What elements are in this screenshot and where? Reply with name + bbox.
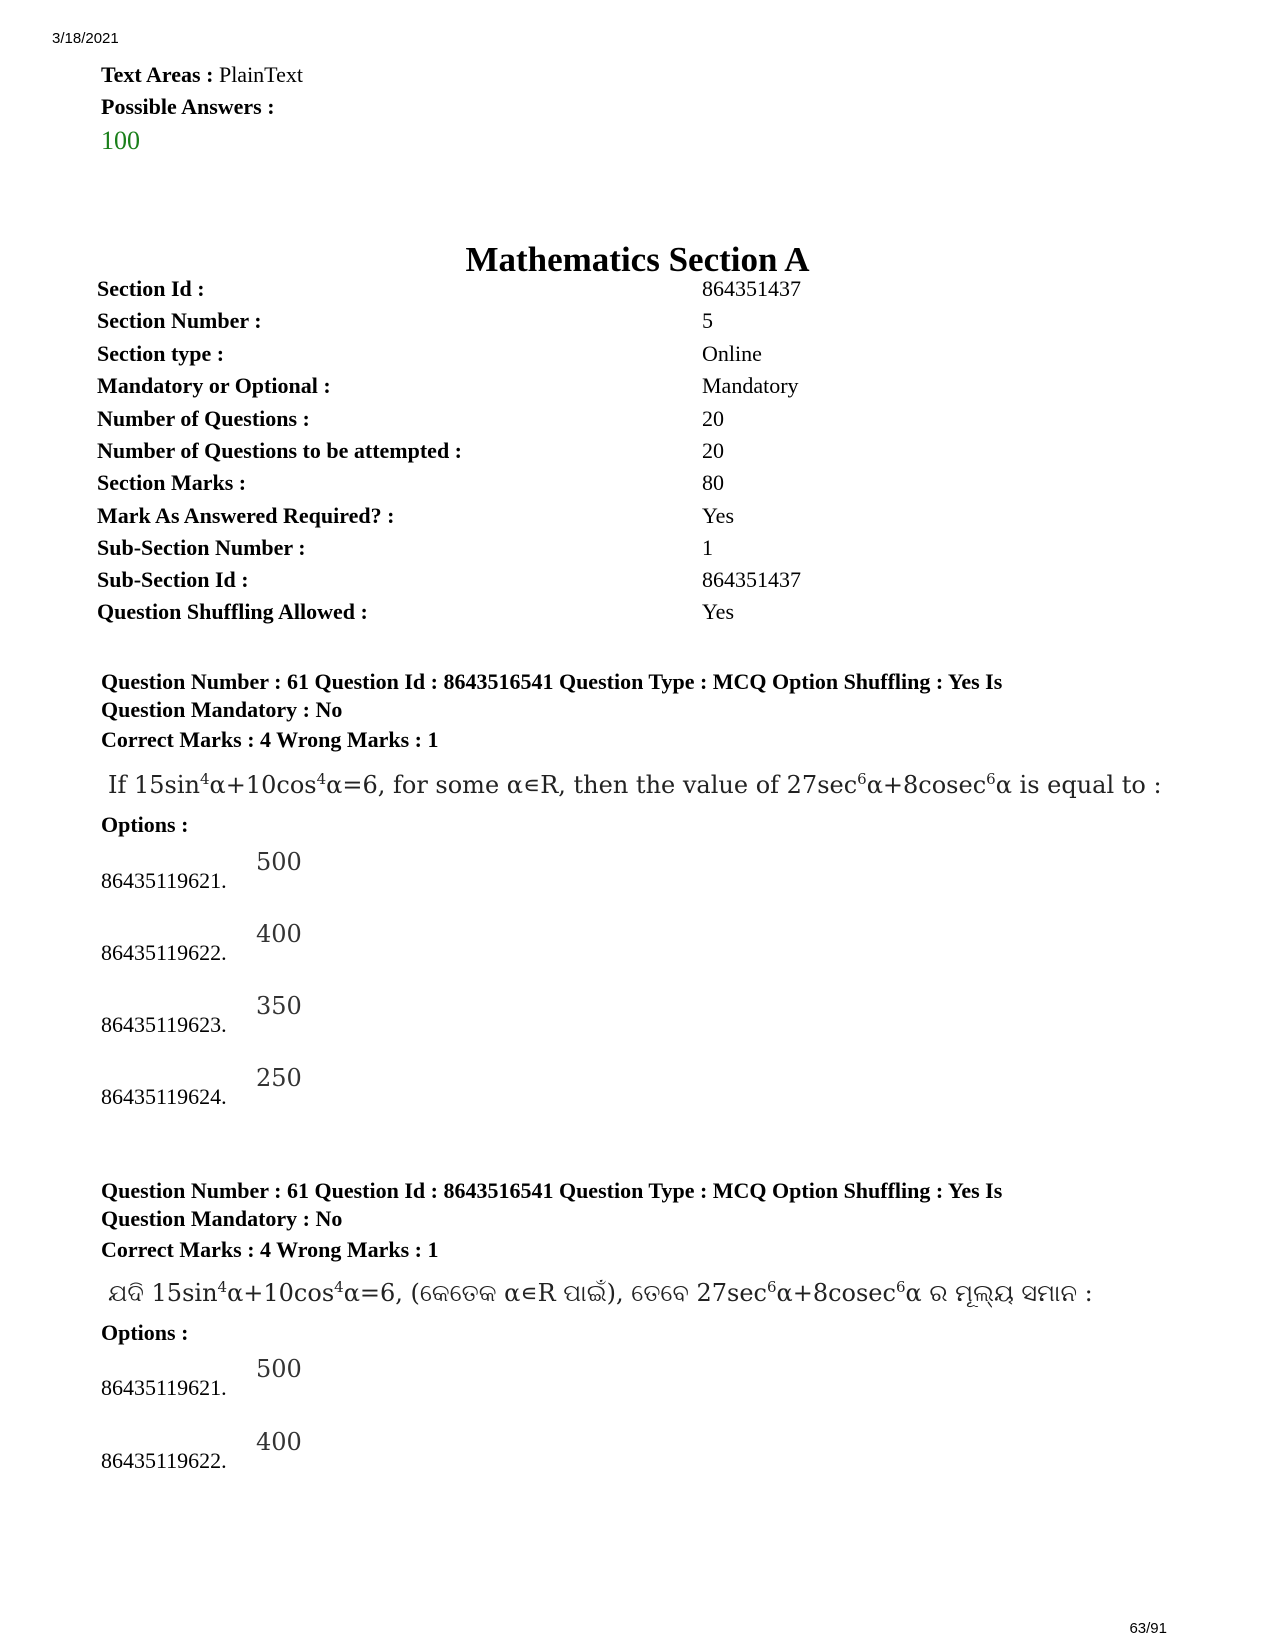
question-marks: Correct Marks : 4 Wrong Marks : 1 — [101, 727, 439, 752]
option-item — [101, 1355, 501, 1405]
question-header — [101, 668, 1181, 724]
option-id: 86435119624. — [101, 1084, 227, 1109]
section-row-label: Section Id : — [97, 276, 205, 301]
section-row-value: 20 — [702, 406, 724, 431]
section-row-value: 80 — [702, 470, 724, 495]
question-header — [101, 1177, 1181, 1233]
section-row-value: 20 — [702, 438, 724, 463]
possible-answers-label: Possible Answers : — [101, 94, 275, 119]
section-row-value: Mandatory — [702, 373, 799, 398]
stem-text: α+10cos — [227, 1279, 335, 1307]
section-row-value: Yes — [702, 599, 735, 624]
stem-text: α+8cosec — [866, 771, 987, 799]
options-label: Options : — [101, 1320, 189, 1345]
option-value: 500 — [256, 1355, 302, 1383]
option-value: 250 — [256, 1064, 302, 1092]
option-item — [101, 848, 501, 898]
question-header-line: Question Number : 61 Question Id : 8643516541 Question Type : MCQ Option Shuffling : Yes Is — [101, 1178, 1003, 1203]
section-title: Mathematics Section A — [465, 240, 810, 279]
option-item — [101, 992, 501, 1042]
section-row — [97, 567, 1197, 601]
section-row-value: 5 — [702, 308, 713, 333]
section-row — [97, 438, 1197, 472]
question-header-line: Question Number : 61 Question Id : 8643516541 Question Type : MCQ Option Shuffling : Yes Is — [101, 669, 1003, 694]
stem-text: α=6, (କେତେକ α∊R ପାଇଁ), ତେବେ 27sec — [343, 1279, 767, 1307]
print-date: 3/18/2021 — [52, 30, 119, 47]
stem-text: If 15sin — [108, 771, 200, 799]
text-areas-value: PlainText — [218, 62, 303, 87]
question-header-line: Question Mandatory : No — [101, 697, 343, 722]
option-value: 400 — [256, 1428, 302, 1456]
section-row-label: Mandatory or Optional : — [97, 373, 331, 398]
option-item — [101, 920, 501, 970]
stem-text: α+8cosec — [776, 1279, 896, 1307]
question-marks: Correct Marks : 4 Wrong Marks : 1 — [101, 1237, 439, 1262]
section-row — [97, 503, 1197, 537]
text-areas-label: Text Areas : — [101, 62, 214, 87]
option-value: 350 — [256, 992, 302, 1020]
stem-text: ଯଦି 15sin — [108, 1279, 218, 1307]
question-header-line: Question Mandatory : No — [101, 1206, 343, 1231]
section-row — [97, 341, 1197, 375]
stem-text: α=6, for some α∊R, then the value of 27sec — [326, 771, 858, 799]
stem-exponent: 4 — [316, 770, 327, 788]
stem-exponent: 6 — [986, 770, 996, 788]
stem-exponent: 6 — [857, 770, 867, 788]
stem-exponent: 4 — [217, 1278, 228, 1296]
section-row-label: Sub-Section Id : — [97, 567, 249, 592]
text-areas-line — [101, 62, 303, 88]
stem-exponent: 4 — [334, 1278, 344, 1296]
option-id: 86435119621. — [101, 868, 227, 893]
section-row-label: Number of Questions to be attempted : — [97, 438, 463, 463]
stem-text: α is equal to : — [995, 771, 1162, 799]
section-row — [97, 276, 1197, 310]
section-row — [97, 470, 1197, 504]
section-row-label: Number of Questions : — [97, 406, 310, 431]
option-id: 86435119622. — [101, 1448, 227, 1473]
option-item — [101, 1064, 501, 1114]
option-value: 500 — [256, 848, 302, 876]
section-row-value: Yes — [702, 503, 735, 528]
option-value: 400 — [256, 920, 302, 948]
section-row-label: Question Shuffling Allowed : — [97, 599, 368, 624]
stem-exponent: 4 — [199, 770, 210, 788]
option-item — [101, 1428, 501, 1478]
option-id: 86435119622. — [101, 940, 227, 965]
section-row-label: Section Marks : — [97, 470, 247, 495]
section-row — [97, 373, 1197, 407]
option-id: 86435119621. — [101, 1375, 227, 1400]
stem-text: α+10cos — [209, 771, 317, 799]
section-row — [97, 308, 1197, 342]
section-row — [97, 599, 1197, 633]
stem-text: α ର ମୂଲ୍ୟ ସମାନ : — [905, 1279, 1093, 1307]
section-row-label: Sub-Section Number : — [97, 535, 306, 560]
section-row-value: 864351437 — [702, 276, 801, 301]
page-number: 63/91 — [1129, 1620, 1167, 1637]
question-stem — [108, 770, 1188, 799]
stem-exponent: 6 — [766, 1278, 777, 1296]
section-row-value: 1 — [702, 535, 713, 560]
section-row — [97, 406, 1197, 440]
section-row-label: Section Number : — [97, 308, 262, 333]
stem-exponent: 6 — [895, 1278, 906, 1296]
section-row-value: 864351437 — [702, 567, 801, 592]
section-row-label: Mark As Answered Required? : — [97, 503, 395, 528]
options-label: Options : — [101, 812, 189, 837]
option-id: 86435119623. — [101, 1012, 227, 1037]
question-stem — [108, 1278, 1188, 1307]
possible-answer-value: 100 — [101, 126, 140, 155]
section-row — [97, 535, 1197, 569]
section-row-label: Section type : — [97, 341, 225, 366]
section-row-value: Online — [702, 341, 762, 366]
